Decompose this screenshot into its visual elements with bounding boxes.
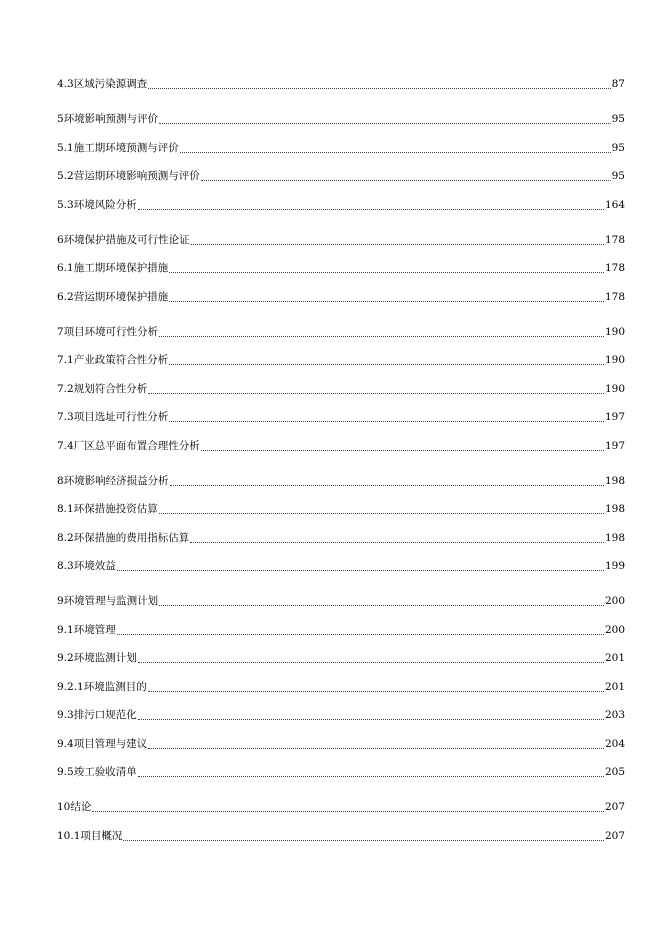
toc-entry[interactable] bbox=[57, 593, 625, 609]
dot-leader bbox=[138, 775, 604, 777]
dot-leader bbox=[159, 604, 604, 606]
toc-entry[interactable] bbox=[57, 558, 625, 574]
toc-entry-number: 5 bbox=[57, 113, 64, 125]
toc-entry-page: 201 bbox=[604, 652, 625, 664]
toc-entry-number: 5.2 bbox=[57, 170, 74, 182]
toc-entry-title: 环境保护措施及可行性论证 bbox=[63, 234, 190, 246]
toc-entry-title: 环境管理 bbox=[73, 624, 116, 636]
toc-entry-page: 207 bbox=[604, 801, 625, 813]
toc-entry-title: 环境监测目的 bbox=[83, 681, 147, 693]
toc-entry-page: 95 bbox=[611, 170, 625, 182]
toc-entry-number: 7 bbox=[57, 326, 64, 338]
toc-entry-number: 9.5 bbox=[57, 766, 74, 778]
toc-entry-title: 环境影响预测与评价 bbox=[63, 113, 159, 125]
toc-entry[interactable] bbox=[57, 111, 625, 127]
dot-leader bbox=[201, 179, 611, 181]
toc-entry-page: 197 bbox=[604, 440, 625, 452]
toc-entry-title: 环保措施投资估算 bbox=[73, 503, 158, 515]
toc-entry-number: 9.2.1 bbox=[57, 681, 84, 693]
toc-entry-title: 竣工验收清单 bbox=[73, 766, 137, 778]
toc-entry-title: 区域污染源调查 bbox=[73, 78, 148, 90]
toc-entry-number: 6 bbox=[57, 234, 64, 246]
toc-entry-number: 8.1 bbox=[57, 503, 74, 515]
toc-entry-number: 5.3 bbox=[57, 199, 74, 211]
table-of-contents bbox=[57, 0, 625, 936]
toc-entry[interactable] bbox=[57, 197, 625, 213]
toc-entry[interactable] bbox=[57, 140, 625, 156]
dot-leader bbox=[123, 839, 604, 841]
toc-entry-number: 5.1 bbox=[57, 142, 74, 154]
toc-entry[interactable] bbox=[57, 679, 625, 695]
toc-entry-page: 164 bbox=[604, 199, 625, 211]
toc-entry-page: 201 bbox=[604, 681, 625, 693]
toc-entry-title: 结论 bbox=[70, 801, 92, 813]
dot-leader bbox=[117, 633, 604, 635]
toc-entry-number: 9.1 bbox=[57, 624, 74, 636]
toc-entry[interactable] bbox=[57, 324, 625, 340]
toc-entry-page: 190 bbox=[604, 326, 625, 338]
toc-entry[interactable] bbox=[57, 168, 625, 184]
toc-entry[interactable] bbox=[57, 501, 625, 517]
toc-entry[interactable] bbox=[57, 707, 625, 723]
toc-entry-number: 9 bbox=[57, 595, 64, 607]
toc-entry-page: 203 bbox=[604, 709, 625, 721]
toc-entry-page: 207 bbox=[604, 830, 625, 842]
toc-entry[interactable] bbox=[57, 530, 625, 546]
toc-entry-page: 87 bbox=[611, 78, 625, 90]
toc-entry-page: 190 bbox=[604, 354, 625, 366]
toc-entry-number: 6.2 bbox=[57, 291, 74, 303]
dot-leader bbox=[190, 541, 604, 543]
toc-entry[interactable] bbox=[57, 764, 625, 780]
toc-entry[interactable] bbox=[57, 438, 625, 454]
toc-entry-page: 200 bbox=[604, 595, 625, 607]
toc-entry-title: 环境风险分析 bbox=[73, 199, 137, 211]
toc-entry-title: 施工期环境预测与评价 bbox=[73, 142, 179, 154]
toc-entry-number: 9.4 bbox=[57, 738, 74, 750]
toc-entry-title: 厂区总平面布置合理性分析 bbox=[73, 440, 200, 452]
dot-leader bbox=[148, 392, 604, 394]
toc-entry-page: 205 bbox=[604, 766, 625, 778]
toc-entry-title: 环境效益 bbox=[73, 560, 116, 572]
dot-leader bbox=[191, 243, 604, 245]
dot-leader bbox=[148, 87, 610, 89]
toc-entry-title: 项目管理与建议 bbox=[73, 738, 148, 750]
dot-leader bbox=[138, 661, 604, 663]
toc-entry-page: 198 bbox=[604, 503, 625, 515]
toc-entry-number: 9.3 bbox=[57, 709, 74, 721]
toc-entry-page: 198 bbox=[604, 532, 625, 544]
toc-entry-number: 7.4 bbox=[57, 440, 74, 452]
toc-entry-page: 95 bbox=[611, 113, 625, 125]
toc-entry-number: 8.3 bbox=[57, 560, 74, 572]
toc-entry[interactable] bbox=[57, 76, 625, 92]
toc-entry[interactable] bbox=[57, 381, 625, 397]
dot-leader bbox=[180, 151, 611, 153]
toc-entry-title: 项目概况 bbox=[80, 830, 123, 842]
toc-entry-number: 8.2 bbox=[57, 532, 74, 544]
dot-leader bbox=[92, 810, 604, 812]
toc-entry-title: 规划符合性分析 bbox=[73, 383, 148, 395]
toc-entry-number: 6.1 bbox=[57, 262, 74, 274]
toc-entry-page: 178 bbox=[604, 234, 625, 246]
toc-entry[interactable] bbox=[57, 352, 625, 368]
toc-entry-title: 项目环境可行性分析 bbox=[63, 326, 159, 338]
toc-entry[interactable] bbox=[57, 622, 625, 638]
toc-entry-title: 环境管理与监测计划 bbox=[63, 595, 159, 607]
toc-entry-page: 178 bbox=[604, 262, 625, 274]
toc-entry-title: 营运期环境保护措施 bbox=[73, 291, 169, 303]
dot-leader bbox=[159, 122, 610, 124]
dot-leader bbox=[138, 718, 604, 720]
toc-entry[interactable] bbox=[57, 473, 625, 489]
toc-entry-number: 10 bbox=[57, 801, 71, 813]
dot-leader bbox=[117, 569, 604, 571]
dot-leader bbox=[169, 271, 604, 273]
toc-entry-number: 7.3 bbox=[57, 411, 74, 423]
toc-entry[interactable] bbox=[57, 650, 625, 666]
dot-leader bbox=[148, 690, 604, 692]
toc-entry-page: 190 bbox=[604, 383, 625, 395]
toc-entry[interactable] bbox=[57, 232, 625, 248]
dot-leader bbox=[138, 208, 604, 210]
toc-entry[interactable] bbox=[57, 736, 625, 752]
dot-leader bbox=[169, 300, 604, 302]
toc-entry-title: 环保措施的费用指标估算 bbox=[73, 532, 190, 544]
dot-leader bbox=[170, 484, 604, 486]
toc-entry-number: 4.3 bbox=[57, 78, 74, 90]
toc-entry-title: 环境监测计划 bbox=[73, 652, 137, 664]
toc-entry-number: 7.1 bbox=[57, 354, 74, 366]
toc-entry[interactable] bbox=[57, 409, 625, 425]
toc-entry-page: 198 bbox=[604, 475, 625, 487]
toc-entry-title: 项目选址可行性分析 bbox=[73, 411, 169, 423]
toc-entry-page: 204 bbox=[604, 738, 625, 750]
toc-entry-page: 197 bbox=[604, 411, 625, 423]
toc-entry-page: 199 bbox=[604, 560, 625, 572]
toc-entry[interactable] bbox=[57, 828, 625, 844]
toc-entry[interactable] bbox=[57, 799, 625, 815]
dot-leader bbox=[169, 363, 604, 365]
dot-leader bbox=[148, 747, 604, 749]
dot-leader bbox=[169, 420, 604, 422]
toc-entry-page: 95 bbox=[611, 142, 625, 154]
toc-entry-page: 178 bbox=[604, 291, 625, 303]
toc-entry-number: 8 bbox=[57, 475, 64, 487]
toc-entry-number: 9.2 bbox=[57, 652, 74, 664]
toc-entry-title: 施工期环境保护措施 bbox=[73, 262, 169, 274]
toc-entry-number: 7.2 bbox=[57, 383, 74, 395]
toc-entry-page: 200 bbox=[604, 624, 625, 636]
toc-entry-title: 排污口规范化 bbox=[73, 709, 137, 721]
dot-leader bbox=[201, 449, 604, 451]
toc-entry-number: 10.1 bbox=[57, 830, 81, 842]
dot-leader bbox=[159, 512, 604, 514]
dot-leader bbox=[159, 335, 604, 337]
toc-entry[interactable] bbox=[57, 289, 625, 305]
toc-entry-title: 产业政策符合性分析 bbox=[73, 354, 169, 366]
toc-entry-title: 营运期环境影响预测与评价 bbox=[73, 170, 200, 182]
toc-entry[interactable] bbox=[57, 260, 625, 276]
toc-entry-title: 环境影响经济损益分析 bbox=[63, 475, 169, 487]
